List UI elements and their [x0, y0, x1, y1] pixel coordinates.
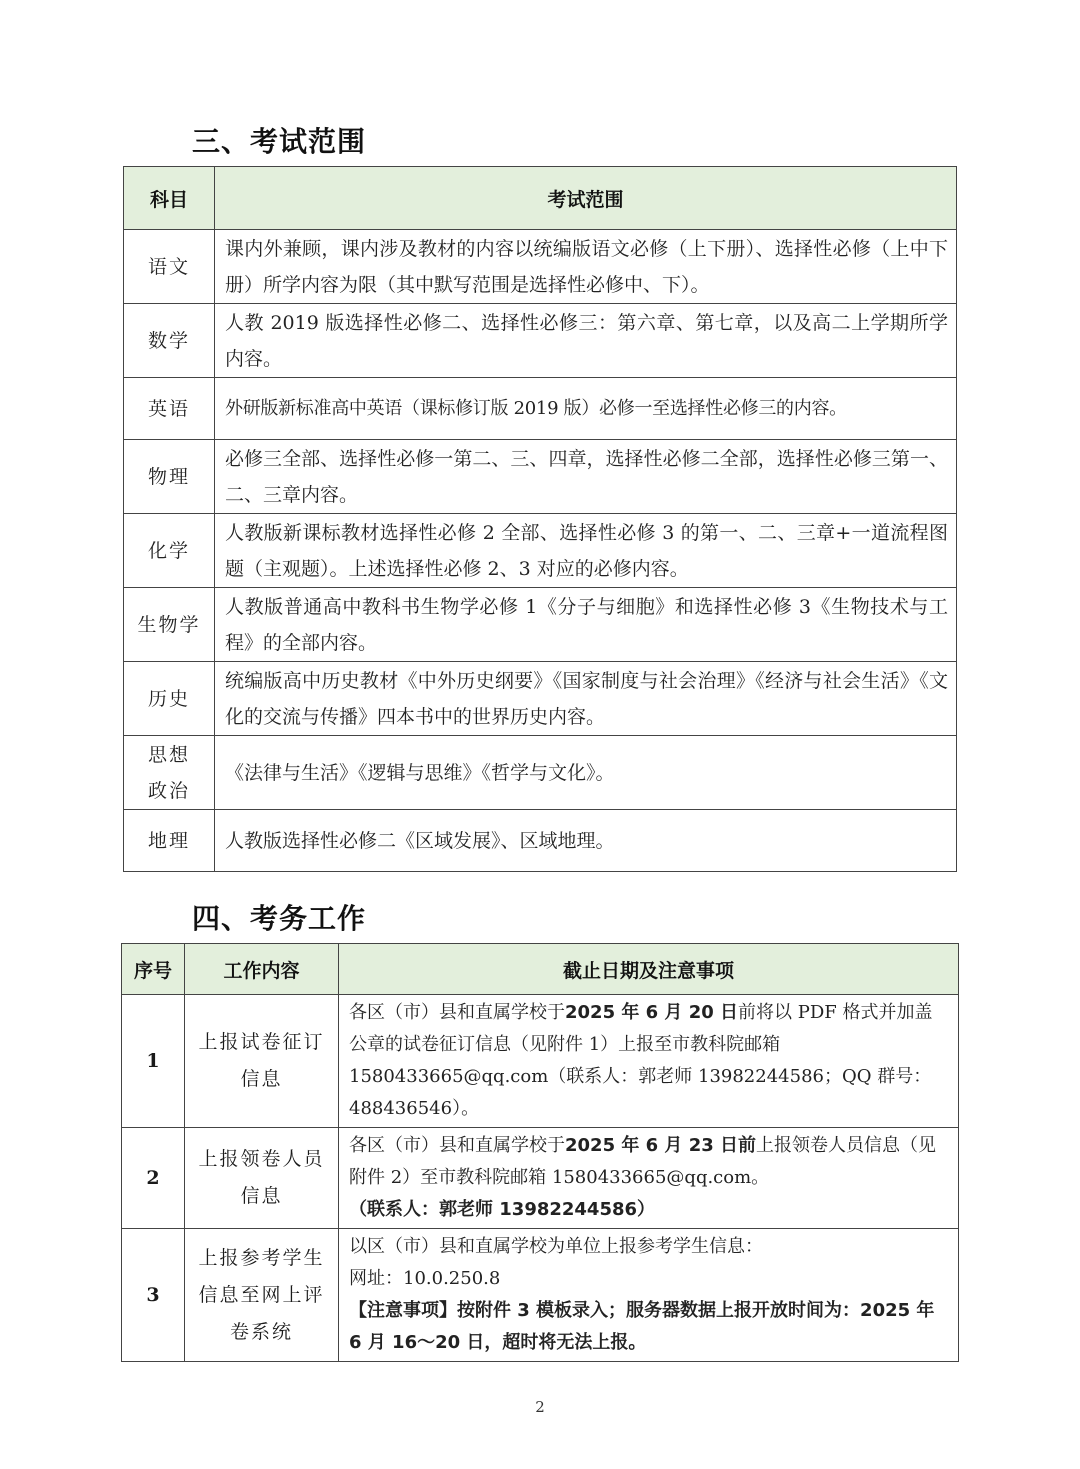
table-header-row	[122, 944, 959, 995]
contact-note: （联系人：郭老师 13982244586）	[349, 1199, 656, 1220]
table-row	[124, 514, 957, 588]
table-row	[122, 1229, 959, 1362]
notes-text: 上报领卷人员信息（见附件 2）至市教科院邮箱 1580433665@qq.com。	[349, 1135, 937, 1188]
header-scope: 考试范围	[215, 167, 957, 230]
work-content-cell: 上报试卷征订信息	[185, 995, 339, 1128]
scope-cell: 课内外兼顾，课内涉及教材的内容以统编版语文必修（上下册）、选择性必修（上中下册）所学内容为限（其中默写范围是选择性必修中、下）。	[215, 230, 957, 304]
scope-cell: 统编版高中历史教材《中外历史纲要》《国家制度与社会治理》《经济与社会生活》《文化的交流与传播》四本书中的世界历史内容。	[215, 662, 957, 736]
deadline-date: 2025 年 6 月 20 日	[565, 1002, 739, 1023]
subject-cell: 思想政治	[124, 736, 215, 810]
header-deadline-notes: 截止日期及注意事项	[339, 944, 959, 995]
table-row	[124, 588, 957, 662]
table-row	[124, 662, 957, 736]
page-number: 2	[535, 1398, 545, 1416]
scope-cell: 人教版普通高中教科书生物学必修 1《分子与细胞》和选择性必修 3《生物技术与工程》的全部内容。	[215, 588, 957, 662]
server-address: 网址：10.0.250.8	[349, 1268, 501, 1289]
subject-cell: 化学	[124, 514, 215, 588]
scope-cell: 人教 2019 版选择性必修二、选择性必修三：第六章、第七章，以及高二上学期所学内容。	[215, 304, 957, 378]
table-row	[124, 810, 957, 872]
scope-cell: 外研版新标准高中英语（课标修订版 2019 版）必修一至选择性必修三的内容。	[215, 378, 957, 440]
subject-cell: 历史	[124, 662, 215, 736]
notes-text: 前将以 PDF 格式并加盖公章的试卷征订信息（见附件 1）上报至市教科院邮箱 1580433665@qq.com（联系人：郭老师 13982244586；QQ 群号：488436546）。	[349, 1002, 933, 1119]
notes-text: 以区（市）县和直属学校为单位上报参考学生信息：	[349, 1236, 763, 1257]
table-row	[122, 995, 959, 1128]
subject-cell: 语文	[124, 230, 215, 304]
scope-cell: 必修三全部、选择性必修一第二、三、四章，选择性必修二全部，选择性必修三第一、二、三章内容。	[215, 440, 957, 514]
notice-note: 【注意事项】按附件 3 模板录入；服务器数据上报开放时间为：2025 年 6 月 16～20 日，超时将无法上报。	[349, 1300, 935, 1353]
exam-scope-table	[123, 166, 957, 872]
table-row	[124, 304, 957, 378]
section-title-exam-affairs: 四、考务工作	[192, 902, 367, 935]
deadline-date: 2025 年 6 月 23 日前	[565, 1135, 757, 1156]
table-row	[124, 230, 957, 304]
notes-text: 各区（市）县和直属学校于	[349, 1002, 565, 1023]
deadline-notes-cell	[339, 1128, 959, 1229]
row-number: 2	[122, 1128, 185, 1229]
table-header-row	[124, 167, 957, 230]
subject-cell: 生物学	[124, 588, 215, 662]
deadline-notes-cell	[339, 1229, 959, 1362]
work-content-cell: 上报参考学生信息至网上评卷系统	[185, 1229, 339, 1362]
subject-cell: 物理	[124, 440, 215, 514]
scope-cell: 人教版新课标教材选择性必修 2 全部、选择性必修 3 的第一、二、三章+一道流程图题（主观题）。上述选择性必修 2、3 对应的必修内容。	[215, 514, 957, 588]
table-row	[124, 736, 957, 810]
header-number: 序号	[122, 944, 185, 995]
section-title-exam-scope: 三、考试范围	[192, 125, 367, 158]
row-number: 3	[122, 1229, 185, 1362]
table-row	[122, 1128, 959, 1229]
notes-text: 各区（市）县和直属学校于	[349, 1135, 565, 1156]
work-content-cell: 上报领卷人员信息	[185, 1128, 339, 1229]
table-row	[124, 440, 957, 514]
subject-cell: 数学	[124, 304, 215, 378]
scope-cell: 人教版选择性必修二《区域发展》、区域地理。	[215, 810, 957, 872]
scope-cell: 《法律与生活》《逻辑与思维》《哲学与文化》。	[215, 736, 957, 810]
subject-cell: 地理	[124, 810, 215, 872]
deadline-notes-cell	[339, 995, 959, 1128]
table-row	[124, 378, 957, 440]
subject-cell: 英语	[124, 378, 215, 440]
header-work-content: 工作内容	[185, 944, 339, 995]
header-subject: 科目	[124, 167, 215, 230]
exam-affairs-table	[121, 943, 959, 1362]
row-number: 1	[122, 995, 185, 1128]
